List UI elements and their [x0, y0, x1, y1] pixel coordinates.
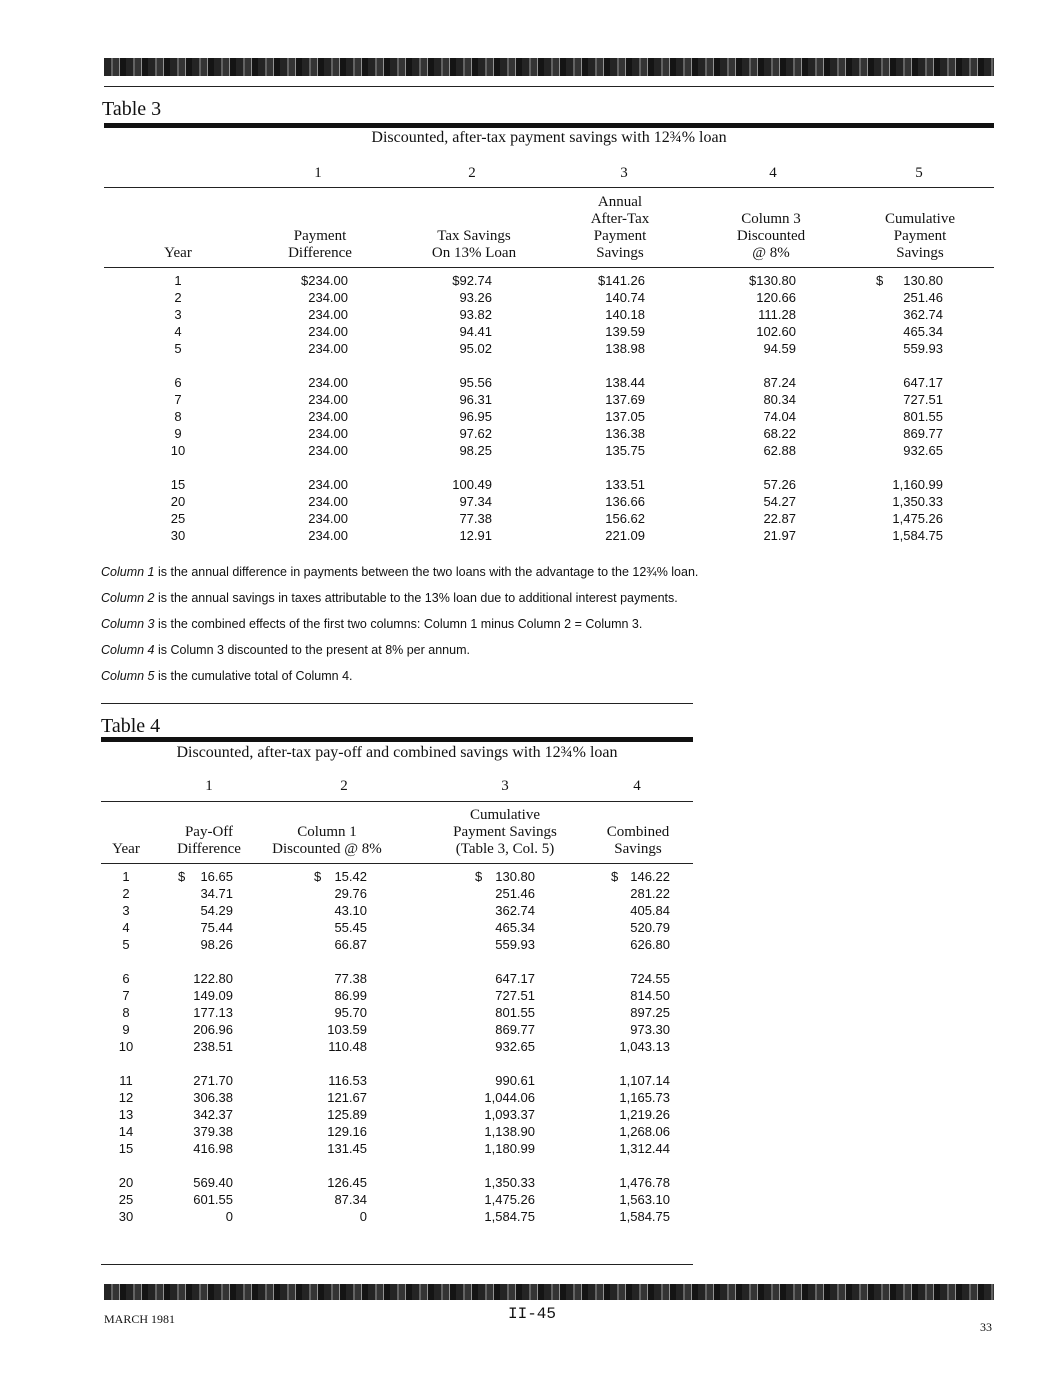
table4-cell: 1,584.75: [484, 1209, 535, 1224]
table3-cell: 362.74: [903, 307, 943, 322]
table4-cell: 379.38: [193, 1124, 233, 1139]
table4-colnum: 2: [340, 778, 348, 794]
table4-cell: 86.99: [334, 988, 367, 1003]
table4-cell-currency-symbol: $: [314, 869, 322, 884]
table3-cell: 137.69: [605, 392, 645, 407]
table3-cell: 234.00: [308, 528, 348, 543]
table3-cell: 932.65: [903, 443, 943, 458]
table3-cell: 251.46: [903, 290, 943, 305]
table4-caption: Discounted, after-tax pay-off and combined savings with 12¾% loan: [176, 744, 618, 761]
table4-body-rule: [101, 863, 693, 864]
table3-header-col4: Discounted: [736, 228, 806, 244]
note-column-ref: Column 2: [101, 591, 155, 605]
table4-cell: 0: [359, 1209, 367, 1224]
table3-header-col2: Tax Savings: [437, 228, 511, 244]
table3-cell: 234.00: [308, 426, 348, 441]
table3-cell: 57.26: [763, 477, 796, 492]
table4-label: Table 4: [101, 715, 161, 737]
table3-cell: 87.24: [763, 375, 796, 390]
table3-cell: 234.00: [308, 375, 348, 390]
table3-header-col1: Difference: [288, 245, 352, 261]
table3-note: [101, 591, 678, 605]
divider: [101, 1264, 693, 1265]
table3-cell: 647.17: [903, 375, 943, 390]
table3-cell: 135.75: [605, 443, 645, 458]
table3-cell-year: 3: [174, 307, 182, 322]
table4-cell-year: 3: [122, 903, 130, 918]
table3-cell: 94.59: [763, 341, 796, 356]
table3-note: [101, 565, 698, 579]
table3-cell: 139.59: [605, 324, 645, 339]
table3-cell-year: 30: [170, 528, 186, 543]
table4-cell: 1,475.26: [484, 1192, 535, 1207]
table4-cell: 146.22: [630, 869, 670, 884]
table3-note: [101, 617, 642, 631]
table4-cell: 801.55: [495, 1005, 535, 1020]
table4-cell: 932.65: [495, 1039, 535, 1054]
table4-cell: 306.38: [193, 1090, 233, 1105]
table4-cell: 559.93: [495, 937, 535, 952]
table4-cell: 0: [225, 1209, 233, 1224]
table4-cell: 405.84: [630, 903, 670, 918]
table4-cell: 116.53: [328, 1073, 367, 1088]
table3-cell: 97.62: [459, 426, 492, 441]
table4-cell: 55.45: [334, 920, 367, 935]
table4-cell: 1,180.99: [484, 1141, 535, 1156]
table4-cell-year: 13: [118, 1107, 134, 1122]
table3-top-rule: [104, 123, 994, 128]
note-text: is the cumulative total of Column 4.: [154, 669, 353, 683]
table3-cell: 1,160.99: [892, 477, 943, 492]
table3-header-col4: @ 8%: [752, 245, 790, 261]
table4-cell: 66.87: [334, 937, 367, 952]
table3-colnum: 2: [468, 165, 476, 181]
table3-cell-currency-symbol: $: [876, 273, 884, 288]
table4-cell-year: 2: [122, 886, 130, 901]
table4-cell: 206.96: [193, 1022, 233, 1037]
table4-cell: 15.42: [334, 869, 367, 884]
table4-cell: 647.17: [495, 971, 535, 986]
table4-cell-year: 11: [119, 1073, 133, 1088]
note-text: is the annual difference in payments between the two loans with the advantage to the 12¾% loan.: [154, 565, 699, 579]
note-column-ref: Column 5: [101, 669, 155, 683]
table3-cell: 801.55: [903, 409, 943, 424]
table3-cell: 12.91: [459, 528, 492, 543]
table4-cell: 75.44: [200, 920, 233, 935]
table3-cell: 140.18: [605, 307, 645, 322]
table3-cell: 136.66: [605, 494, 645, 509]
table3-cell: 120.66: [756, 290, 796, 305]
table3-header-col5: Savings: [896, 245, 944, 261]
table3-caption: Discounted, after-tax payment savings with 12¾% loan: [371, 129, 727, 146]
table4-cell: 43.10: [334, 903, 367, 918]
table4-colnum: 3: [501, 778, 509, 794]
note-text: is the annual savings in taxes attributable to the 13% loan due to additional interest payments.: [154, 591, 678, 605]
table4-cell-year: 5: [122, 937, 130, 952]
table4-cell: 149.09: [193, 988, 233, 1003]
table3-header-year: Year: [164, 245, 192, 261]
table3-cell: 95.56: [459, 375, 492, 390]
table4-cell: 126.45: [327, 1175, 367, 1190]
table4-cell: 54.29: [200, 903, 233, 918]
table3-cell: 1,584.75: [892, 528, 943, 543]
table4-cell: 1,219.26: [619, 1107, 670, 1122]
table3-header-rule: [104, 187, 994, 188]
table4-cell: 16.65: [200, 869, 233, 884]
table4-cell-year: 25: [118, 1192, 134, 1207]
table3-header-col3: After-Tax: [590, 211, 650, 227]
table4-cell: 1,563.10: [619, 1192, 670, 1207]
table3-cell: 77.38: [459, 511, 492, 526]
table3-colnum: 3: [620, 165, 628, 181]
table4-cell: 520.79: [630, 920, 670, 935]
table3-cell: 96.95: [459, 409, 492, 424]
table3-cell: 74.04: [763, 409, 796, 424]
table4-cell: 1,138.90: [484, 1124, 535, 1139]
table4-header-col4: Savings: [614, 841, 662, 857]
table4-cell-year: 8: [122, 1005, 130, 1020]
table3-cell-year: 7: [174, 392, 182, 407]
table4-cell: 869.77: [495, 1022, 535, 1037]
table3-cell: $234.00: [301, 273, 348, 288]
table4-header-col3: (Table 3, Col. 5): [455, 841, 555, 857]
table4-cell: 1,093.37: [484, 1107, 535, 1122]
table3-label: Table 3: [102, 98, 162, 120]
table4-cell: 271.70: [193, 1073, 233, 1088]
table4-header-col4: Combined: [606, 824, 670, 840]
table3-cell: 234.00: [308, 324, 348, 339]
table4-cell: 897.25: [630, 1005, 670, 1020]
table3-header-col5: Cumulative: [885, 211, 955, 227]
table3-cell: 100.49: [452, 477, 492, 492]
table4-cell: 129.16: [327, 1124, 367, 1139]
table3-cell-year: 1: [174, 273, 182, 288]
table4-header-col1: Difference: [177, 841, 241, 857]
table4-cell: 130.80: [495, 869, 535, 884]
table3-note: [101, 669, 353, 683]
table4-header-year: Year: [112, 841, 140, 857]
table3-cell-year: 8: [174, 409, 182, 424]
table3-cell: 727.51: [903, 392, 943, 407]
table3-cell: 21.97: [763, 528, 796, 543]
table4-colnum: 1: [205, 778, 213, 794]
table4-cell-year: 9: [122, 1022, 130, 1037]
table4-cell: 1,107.14: [619, 1073, 670, 1088]
table3-header-col3: Savings: [596, 245, 644, 261]
table4-cell: 281.22: [630, 886, 670, 901]
table4-cell: 34.71: [200, 886, 233, 901]
table4-cell: 601.55: [193, 1192, 233, 1207]
table4-header-col2: Discounted @ 8%: [272, 841, 382, 857]
table4-cell: 569.40: [193, 1175, 233, 1190]
table3-cell: 138.98: [605, 341, 645, 356]
table3-cell: 156.62: [605, 511, 645, 526]
table4-cell: 465.34: [495, 920, 535, 935]
table3-cell: 133.51: [605, 477, 645, 492]
table3-header-col3: Payment: [593, 228, 647, 244]
table4-cell: 1,268.06: [619, 1124, 670, 1139]
table3-cell: 234.00: [308, 307, 348, 322]
table4-cell: 1,043.13: [619, 1039, 670, 1054]
table4-cell: 177.13: [193, 1005, 233, 1020]
table4-cell: 121.67: [327, 1090, 367, 1105]
table3-cell: 94.41: [459, 324, 492, 339]
table3-cell: 80.34: [763, 392, 796, 407]
table4-cell-year: 4: [122, 920, 130, 935]
table4-cell-year: 12: [118, 1090, 134, 1105]
table4-cell: 251.46: [495, 886, 535, 901]
table3-cell: 1,350.33: [892, 494, 943, 509]
table4-cell-year: 10: [118, 1039, 134, 1054]
table4-cell: 125.89: [327, 1107, 367, 1122]
table4-cell: 1,350.33: [484, 1175, 535, 1190]
table4-cell: 110.48: [328, 1039, 367, 1054]
table4-cell-year: 20: [118, 1175, 134, 1190]
table3-cell: 221.09: [605, 528, 645, 543]
table4-cell: 1,476.78: [619, 1175, 670, 1190]
table4-cell: 973.30: [630, 1022, 670, 1037]
table4-cell-year: 1: [122, 869, 130, 884]
divider: [104, 86, 994, 87]
table3-cell: 234.00: [308, 341, 348, 356]
table3-cell: 465.34: [903, 324, 943, 339]
table3-cell-year: 25: [170, 511, 186, 526]
table3-colnum: 1: [314, 165, 322, 181]
table3-cell: 138.44: [605, 375, 645, 390]
note-column-ref: Column 1: [101, 565, 155, 579]
table4-cell: 626.80: [630, 937, 670, 952]
table4-cell: 122.80: [193, 971, 233, 986]
table3-cell: 234.00: [308, 409, 348, 424]
table3-cell: 102.60: [756, 324, 796, 339]
table3-cell: 869.77: [903, 426, 943, 441]
table3-cell: 234.00: [308, 477, 348, 492]
note-column-ref: Column 3: [101, 617, 155, 631]
footer-date: MARCH 1981: [104, 1312, 176, 1326]
table3-cell: 68.22: [763, 426, 796, 441]
table4-cell: 29.76: [334, 886, 367, 901]
table4-cell: 87.34: [334, 1192, 367, 1207]
table3-cell: 93.82: [459, 307, 492, 322]
table4-header-rule: [101, 801, 693, 802]
table3-cell: 234.00: [308, 494, 348, 509]
table3-cell-year: 6: [174, 375, 182, 390]
table4-cell: 416.98: [193, 1141, 233, 1156]
table4-cell: 1,312.44: [619, 1141, 670, 1156]
table4-cell-year: 15: [118, 1141, 134, 1156]
footer-page-number: 33: [980, 1320, 992, 1334]
table3-cell-year: 15: [170, 477, 186, 492]
table3-cell: 136.38: [605, 426, 645, 441]
table3-note: [101, 643, 470, 657]
table3-header-col3: Annual: [597, 194, 643, 210]
table3-cell: 130.80: [903, 273, 943, 288]
divider: [101, 703, 693, 704]
table3-colnum: 4: [769, 165, 777, 181]
table3-header-col2: On 13% Loan: [431, 245, 517, 261]
table3-header-col5: Payment: [893, 228, 947, 244]
table3-cell: 559.93: [903, 341, 943, 356]
table3-cell: $92.74: [452, 273, 492, 288]
table3-header-col1: Payment: [293, 228, 347, 244]
table3-cell: $130.80: [749, 273, 796, 288]
table4-colnum: 4: [633, 778, 641, 794]
table4-cell: 98.26: [200, 937, 233, 952]
table3-cell-year: 20: [170, 494, 186, 509]
table3-cell: 140.74: [605, 290, 645, 305]
table3-cell-year: 10: [170, 443, 186, 458]
table3-cell-year: 9: [174, 426, 182, 441]
note-text: is Column 3 discounted to the present at 8% per annum.: [154, 643, 470, 657]
table4-header-col1: Pay-Off: [184, 824, 234, 840]
table4-cell: 727.51: [495, 988, 535, 1003]
table3-cell-year: 2: [174, 290, 182, 305]
table4-cell: 77.38: [334, 971, 367, 986]
table4-cell-currency-symbol: $: [611, 869, 619, 884]
note-text: is the combined effects of the first two columns: Column 1 minus Column 2 = Column 3.: [154, 617, 643, 631]
table3-cell: 54.27: [763, 494, 796, 509]
table4-header-col3: Cumulative: [470, 807, 540, 823]
table4-cell: 814.50: [630, 988, 670, 1003]
table3-cell: 98.25: [459, 443, 492, 458]
note-column-ref: Column 4: [101, 643, 155, 657]
table3-cell: 96.31: [459, 392, 492, 407]
table3-cell: 111.28: [758, 307, 796, 322]
table4-cell: 362.74: [495, 903, 535, 918]
table3-colnum: 5: [915, 165, 923, 181]
table4-header-col3: Payment Savings: [453, 824, 557, 840]
table4-header-col2: Column 1: [297, 824, 357, 840]
table4-cell-currency-symbol: $: [178, 869, 186, 884]
table3-cell: 95.02: [459, 341, 492, 356]
table3-cell: 62.88: [763, 443, 796, 458]
table3-cell: 234.00: [308, 511, 348, 526]
table3-cell: 97.34: [459, 494, 492, 509]
table3-header-col4: Column 3: [741, 211, 801, 227]
table4-cell: 95.70: [334, 1005, 367, 1020]
table3-cell-year: 5: [174, 341, 182, 356]
table4-cell: 1,165.73: [619, 1090, 670, 1105]
table3-cell: 234.00: [308, 443, 348, 458]
table4-cell-year: 14: [118, 1124, 134, 1139]
table3-cell: $141.26: [598, 273, 645, 288]
table4-cell: 1,044.06: [484, 1090, 535, 1105]
table4-cell: 238.51: [193, 1039, 233, 1054]
table4-cell: 990.61: [495, 1073, 535, 1088]
table4-cell: 342.37: [193, 1107, 233, 1122]
table3-cell-year: 4: [174, 324, 182, 339]
table4-cell: 103.59: [327, 1022, 367, 1037]
top-scan-border: [104, 58, 994, 76]
table3-cell: 234.00: [308, 290, 348, 305]
table4-cell-currency-symbol: $: [475, 869, 483, 884]
table3-cell: 137.05: [605, 409, 645, 424]
bottom-scan-border: [104, 1284, 994, 1300]
table4-cell-year: 6: [122, 971, 130, 986]
table4-cell: 131.45: [327, 1141, 367, 1156]
table4-top-rule: [101, 737, 693, 742]
footer-page-code: II-45: [508, 1305, 557, 1323]
table3-cell: 1,475.26: [892, 511, 943, 526]
table3-body-rule: [104, 267, 994, 268]
table4-cell-year: 30: [118, 1209, 134, 1224]
table4-cell: 1,584.75: [619, 1209, 670, 1224]
table3-cell: 93.26: [459, 290, 492, 305]
table4-cell: 724.55: [630, 971, 670, 986]
table3-cell: 234.00: [308, 392, 348, 407]
table3-cell: 22.87: [763, 511, 796, 526]
table4-cell-year: 7: [122, 988, 130, 1003]
